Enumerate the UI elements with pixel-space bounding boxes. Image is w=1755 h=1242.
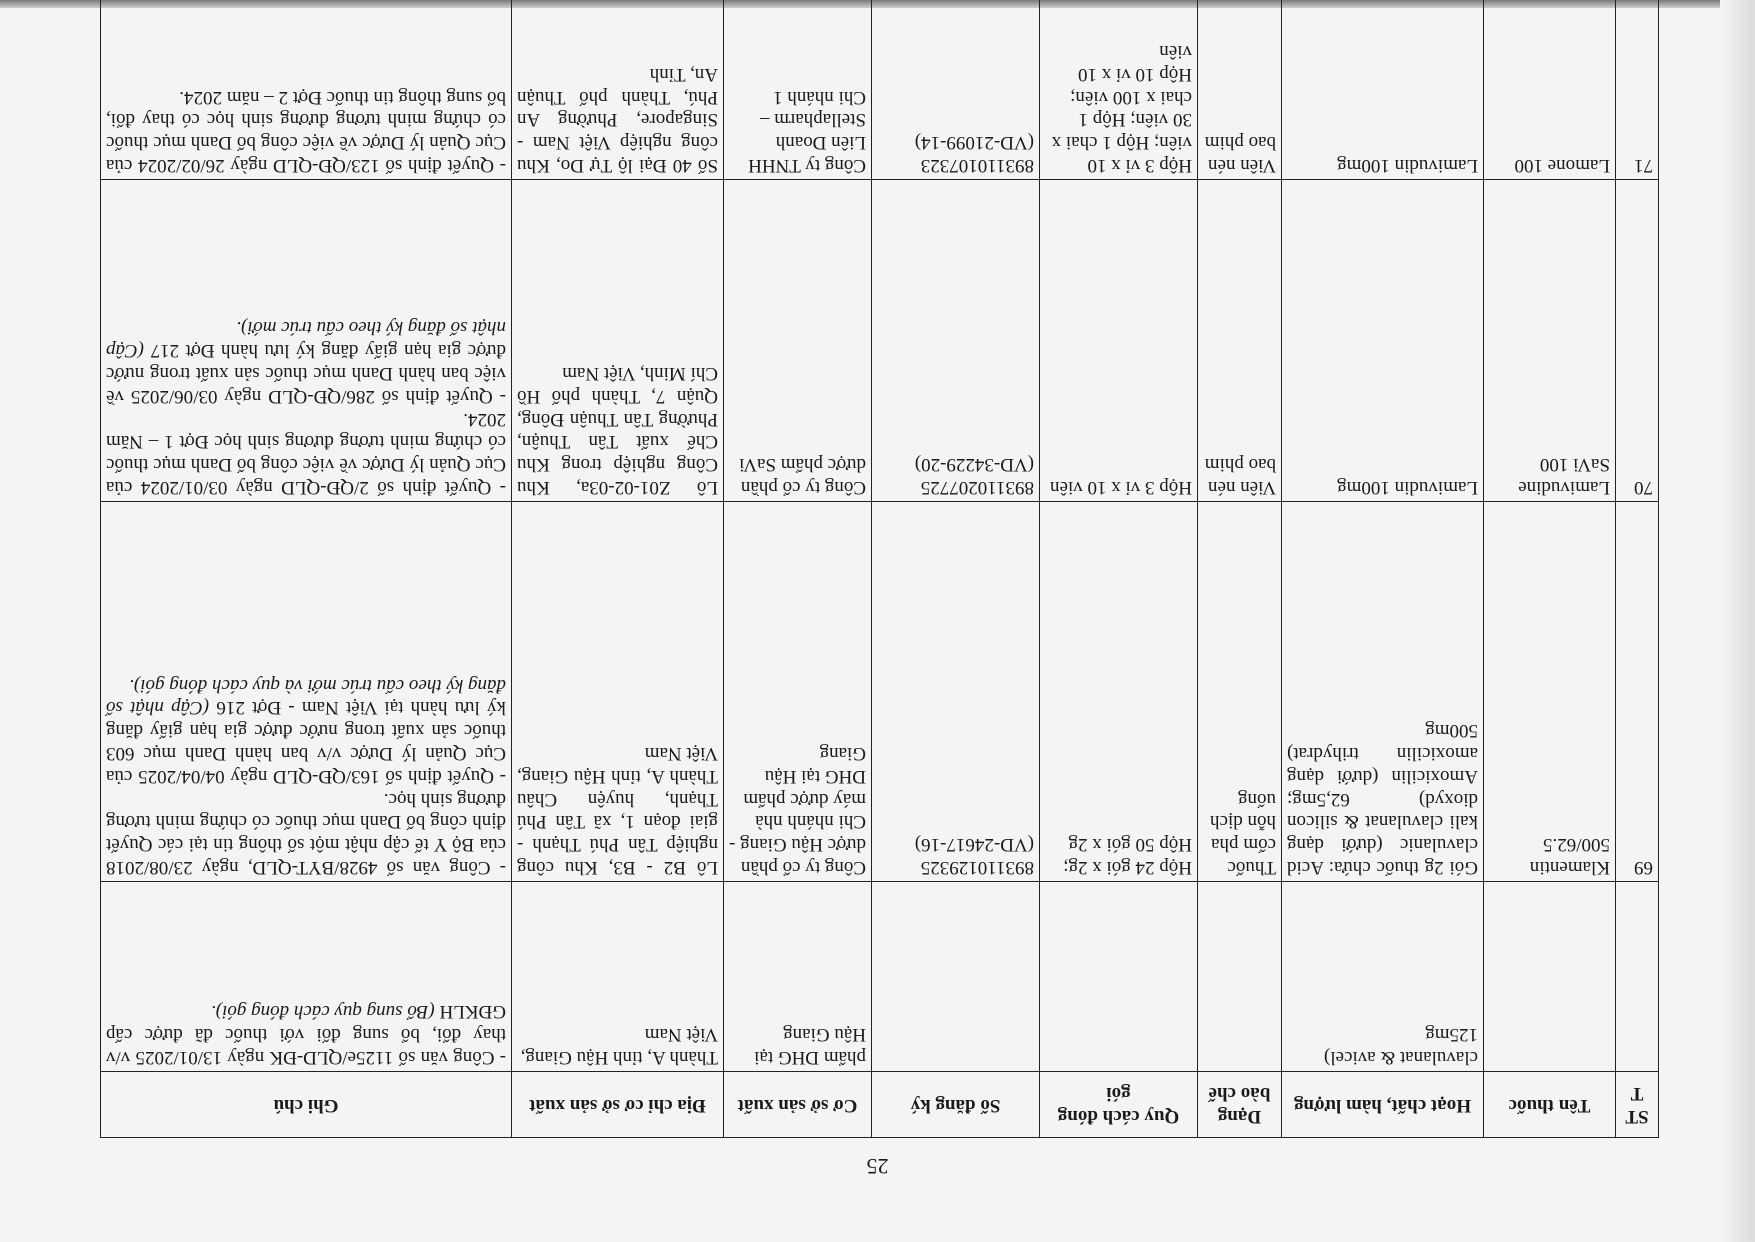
cell-stt: 69 xyxy=(1616,502,1659,882)
header-ten-thuoc: Tên thuốc xyxy=(1484,1072,1616,1138)
note-text: - Quyết định số 2/QĐ-QLD ngày 03/01/2024 của Cục Quản lý Dược về việc công bố Danh mục thuốc có chứng minh tương đương sinh học Đợt 1 – Năm 2024. xyxy=(106,408,506,498)
cell-quy-cach: Hộp 3 vỉ x 10 viên; Hộp 1 chai x 30 viên; Hộp 1 chai x 100 viên; Hộp 10 vỉ x 10 viên xyxy=(1040,0,1198,180)
cell-stt: 71 xyxy=(1616,0,1659,180)
cell-so-dang-ky: 893110207725 (VD-34229-20) xyxy=(872,180,1040,502)
cell-ten-thuoc xyxy=(1484,882,1616,1072)
cell-co-so: Công ty cổ phần dược phẩm SaVi xyxy=(724,180,872,502)
cell-so-dang-ky xyxy=(872,882,1040,1072)
header-co-so-san-xuat: Cơ sở sản xuất xyxy=(724,1072,872,1138)
cell-hoat-chat: Gói 2g thuốc chứa: Acid clavulanic (dưới dạng kali clavulanat & silicon dioxyd) 62,5mg; Amoxicilin (dưới dạng amoxicilin trihydrat) 500mg xyxy=(1282,502,1484,882)
header-quy-cach: Quy cách đóng gói xyxy=(1040,1072,1198,1138)
cell-so-dang-ky: 893110129325 (VD-24617-16) xyxy=(872,502,1040,882)
note-text: - Quyết định số 286/QĐ-QLD ngày 03/06/2025 về việc ban hành Danh mục thuốc sản xuất trong nước được gia hạn giấy đăng ký lưu hành Đợt 217 xyxy=(106,340,506,407)
cell-ten-thuoc: Klamentin 500/62.5 xyxy=(1484,502,1616,882)
cell-so-dang-ky: 893110107323 (VD-21099-14) xyxy=(872,0,1040,180)
note-text: - Công văn số 4928/BYT-QLD, ngày 23/08/2018 của Bộ Y tế cập nhật một số thông tin tại các Quyết định công bố Danh mục thuốc có chứng minh tương đương sinh học. xyxy=(106,788,506,878)
page-number: 25 xyxy=(866,1154,889,1179)
cell-stt xyxy=(1616,882,1659,1072)
table-row xyxy=(101,180,1659,502)
note-text: - Quyết định số 123/QĐ-QLD ngày 26/02/2024 của Cục Quản lý Dược về việc công bố Danh mục thuốc có chứng minh tương đương sinh học có thay đổi, bổ sung thông tin thuốc Đợt 2 – năm 2024. xyxy=(106,86,506,176)
header-so-dang-ky: Số đăng ký xyxy=(872,1072,1040,1138)
header-stt: STT xyxy=(1616,1072,1659,1138)
note-italic: (Cập nhật số đăng ký theo cấu trúc mới). xyxy=(106,317,506,362)
cell-dia-chi: Số 40 Đại lộ Tự Do, Khu công nghiệp Việt Nam - Singapore, Phường An Phú, Thành phố Thuận An, Tỉnh xyxy=(512,0,724,180)
note-text: - Quyết định số 163/QĐ-QLD ngày 04/04/2025 của Cục Quản lý Dược v/v ban hành Danh mục 603 thuốc sản xuất trong nước được gia hạn giấy đăng ký lưu hành tại Việt Nam - Đợt 216 xyxy=(106,697,506,787)
cell-ten-thuoc: Lamivudine SaVi 100 xyxy=(1484,180,1616,502)
cell-hoat-chat: clavulanat & avicel) 125mg xyxy=(1282,882,1484,1072)
table-header-row xyxy=(101,1072,1659,1138)
cell-dang-bao-che: Viên nén bao phim xyxy=(1198,180,1282,502)
note-italic: (Cập nhật số đăng ký theo cấu trúc mới và quy cách đóng gói). xyxy=(106,674,506,719)
table-row xyxy=(101,0,1659,180)
cell-dang-bao-che xyxy=(1198,882,1282,1072)
cell-dia-chi: Lô Z01-02-03a, Khu Công nghiệp trong Khu Chế xuất Tân Thuận, Phường Tân Thuận Đông, Quận 7, Thành phố Hồ Chí Minh, Việt Nam xyxy=(512,180,724,502)
cell-co-so: Công ty cổ phần dược Hậu Giang - Chi nhánh nhà máy dược phẩm DHG tại Hậu Giang xyxy=(724,502,872,882)
cell-co-so: phẩm DHG tại Hậu Giang xyxy=(724,882,872,1072)
cell-ten-thuoc: Lamone 100 xyxy=(1484,0,1616,180)
header-dia-chi: Địa chỉ cơ sở sản xuất xyxy=(512,1072,724,1138)
header-ghi-chu: Ghi chú xyxy=(101,1072,512,1138)
header-dang-bao-che: Dạng bào chế xyxy=(1198,1072,1282,1138)
cell-quy-cach: Hộp 3 vỉ x 10 viên xyxy=(1040,180,1198,502)
cell-dia-chi: Thành A, tỉnh Hậu Giang, Việt Nam xyxy=(512,882,724,1072)
drug-list-table xyxy=(100,0,1659,1138)
table-row-continued xyxy=(101,882,1659,1072)
note-italic: (Bổ sung quy cách đóng gói). xyxy=(211,1001,435,1023)
cell-ghi-chu xyxy=(101,882,512,1072)
cell-quy-cach xyxy=(1040,882,1198,1072)
cell-ghi-chu xyxy=(101,502,512,882)
cell-hoat-chat: Lamivudin 100mg xyxy=(1282,180,1484,502)
cell-quy-cach: Hộp 24 gói x 2g; Hộp 50 gói x 2g xyxy=(1040,502,1198,882)
cell-ghi-chu xyxy=(101,0,512,180)
cell-dang-bao-che: Viên nén bao phim xyxy=(1198,0,1282,180)
cell-dia-chi: Lô B2 - B3, Khu công nghiệp Tân Phú Thạnh - giai đoạn 1, xã Tân Phú Thạnh, huyện Châu Thành A, tỉnh Hậu Giang, Việt Nam xyxy=(512,502,724,882)
header-hoat-chat: Hoạt chất, hàm lượng xyxy=(1282,1072,1484,1138)
cell-ghi-chu xyxy=(101,180,512,502)
note-text: - Công văn số 1125e/QLD-ĐK ngày 13/01/2025 v/v thay đổi, bổ sung đối với thuốc đã được cấp GĐKLH xyxy=(106,1001,506,1068)
cell-hoat-chat: Lamivudin 100mg xyxy=(1282,0,1484,180)
cell-dang-bao-che: Thuốc cốm pha hỗn dịch uống xyxy=(1198,502,1282,882)
cell-co-so: Công ty TNHH Liên Doanh Stellapharm – Chi nhánh 1 xyxy=(724,0,872,180)
table-row xyxy=(101,502,1659,882)
cell-stt: 70 xyxy=(1616,180,1659,502)
